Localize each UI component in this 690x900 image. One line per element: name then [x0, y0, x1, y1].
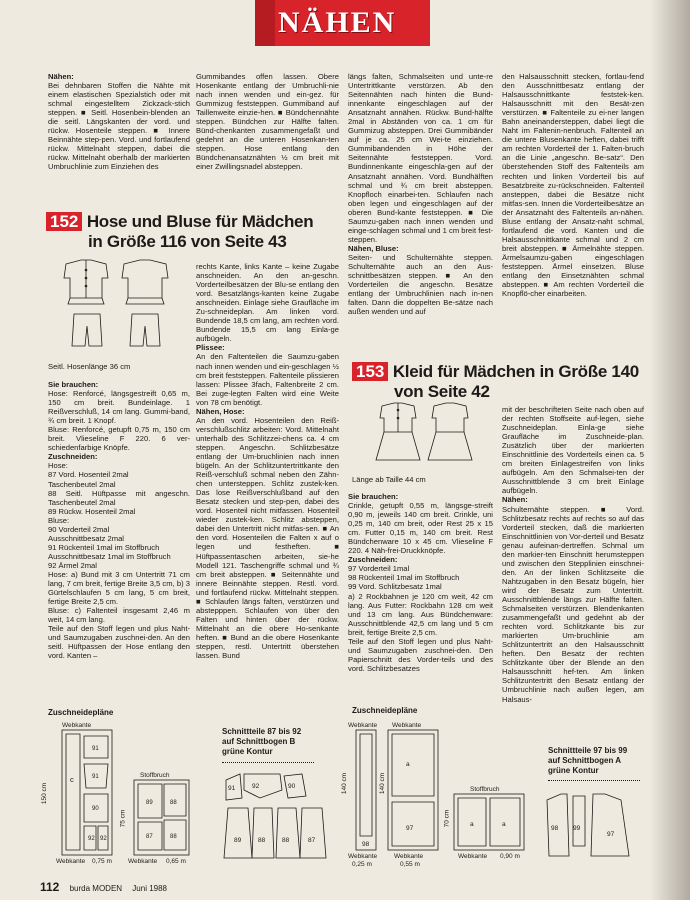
svg-text:a: a [502, 821, 506, 828]
paragraph: Bluse: [48, 515, 70, 525]
article-152-title [46, 212, 346, 252]
subheading: Plissee: [196, 343, 225, 353]
label-webkante-3: Webkante [128, 858, 158, 865]
paragraph: An den Faltenteilen die Saumzu-gaben nach innen wenden und ein-geschlagen ½ cm breit feststeppen. Faltenteile plissieren lassen: Plissee 3fach, Faltenbreite 2 cm. Bei zuge-legten Falten wird eine Weite von 78 cm benötigt. [196, 352, 339, 407]
article-number-badge: 153 [352, 362, 388, 381]
svg-text:97: 97 [607, 831, 615, 838]
article-153-caption: Länge ab Taille 44 cm [352, 475, 426, 484]
paragraph: Hose: a) Bund mit 3 cm Untertritt 71 cm lang, 7 cm breit, fertige Breite 3,5 cm, b) 3 Gürtelschlaufen 5 cm lang, 5 cm breit, fertige Breite 2,5 cm. [48, 569, 190, 607]
dotted-rule [222, 762, 314, 763]
paragraph: mit der beschrifteten Seite nach oben auf der rechten Stoffseite auf-legen, siehe Zuschneideplan. Einla-ge siehe Graufläche im Zuschneide-plan. Zusätzlich über der markierten Einschnittlinie des Vorderteils einen ca. 5 cm breiten Einlagestreifen von links aufbügeln. Am den Schmalsei-ten der Ausschnittblende 3 cm breit Einlage aufbügeln. [502, 405, 644, 496]
label-stoffbruch-153: Stoffbruch [470, 786, 500, 793]
label-width-153b: 0,55 m [400, 861, 420, 868]
text-column-3-top [348, 72, 493, 316]
paragraph: längs falten, Schmalseiten und unte-re Untertrittkante verstürzen. Ab den Seitennähten nach hinten die Bund-innenkante eingeschlagen auf der Ansatznaht annähen. Rückw. Bund-hälfte 2mal in Abständen von ca. 1 cm für Gummizug absteppen. Drei Gummibänder auf je ca. 25 cm Wei-te einziehen. Gummibandenden in Höhe der Seitennähte feststeppen. Vord. Bundinnenkante eingeschla-gen auf der Ansatznaht annähen. Vord. Bundhälften schmal und ¾ cm breit absteppen. Knopfloch einarbei-ten. Schlaufen nach oben legen und eingeschlagen auf der oberen Bund-kante feststeppen. ■ Die Saumzu-gaben nach innen wenden und einge-schlagen schmal und 1 cm breit fest-steppen. [348, 72, 493, 244]
pattern-note-152 [222, 727, 301, 757]
svg-text:88: 88 [170, 800, 177, 806]
subheading: Zuschneiden: [348, 555, 398, 565]
svg-text:98: 98 [362, 841, 370, 848]
label-150cm: 150 cm [41, 782, 49, 805]
text-column-1-mid [48, 380, 190, 660]
paragraph: rechts Kante, links Kante – keine Zugabe anschneiden. An den an-geschn. Vorderteilbesätzen der Blu-se entlang den vord. Besatzlängs-kanten keine Zugabe anschneiden. Einlage siehe Graufläche im Zu-schneideplan. Am linken vord. Bundende 18,5 cm lang, am rechten vord. Bundende 15,5 cm lang Einla-ge aufbügeln. [196, 262, 339, 344]
pattern-note-line1: Schnittteile 97 bis 99 [548, 746, 628, 755]
article-title-line2: von Seite 42 [394, 382, 490, 401]
svg-text:a: a [406, 761, 410, 768]
label-webkante-153e: Webkante [458, 853, 488, 860]
paragraph: Schulternähte steppen. ■ Vord. Schlitzbesatz rechts auf rechts so auf das Vorderteil stecken, daß die markierten Einschnittlinien von Vor-derteil und Besatz genau aufeinan-dertreffen. Schmal um den markier-ten Einschnitt herumsteppen und zwischen den Stepplinien einschnei-den. An der linken Schlitzseite die Nahtzugaben in den Besatz bügeln, hier wird der Besatz zum Untertritt. Ausschnittblende längs zur Hälfte falten. Schmalseiten verstürzen. Blendenkanten zusammengefaßt und gedehnt ab der rechten vord. Schlitzkante bis zur markierten Um-bruchlinie am Schlitzuntertritt an den Halsausschnitt heften. Den Besatz der rechten Schlitzkante über der Blende an den Halsausschnitt hef-ten. Am linken Schlitzuntertritt den Besatz entlang der Umbruchlinie nach außen legen, am Halsaus- [502, 504, 644, 704]
pattern-note-line1: Schnittteile 87 bis 92 [222, 727, 302, 736]
svg-text:87: 87 [308, 837, 316, 844]
svg-text:87: 87 [146, 834, 153, 840]
label-webkante-153c: Webkante [348, 853, 378, 860]
paragraph: An den vord. Hosenteilen den Reiß-verschlußschlitz arbeiten: Vord. Mittelnaht unterhalb des Schlitzzei-chens ca. 4 cm steppen. Angeschn. Schlitzbesätze entlang der Um-bruchlinien nach innen bügeln. An der Schlitzuntertrittkante den Reiß-verschluß schmal neben den Zähn-chen untersteppen. Schlitz zustek-ken. Das lose Reißverschlußband auf den Besatz stecken und step-pen, dabei des vord. Hosenteil nicht mitfassen. Hosenteil wieder zustek-ken. Schlitz absteppen, dabei den Untertritt nicht mitfas-sen. ■ An den vord. Hosenteilen die Falten x auf o legen und festheften. ■ Hüftpassentaschen arbeiten, sie-he Modell 121. Taschengriffe schmal und ¾ cm breit absteppen. ■ Seitennähte und innere Beinnähte steppen. Restl. vord. und fortlaufend rückw. Mittelnaht steppen. ■ Schlaufen längs falten, verstürzen und abstepppen. Schlaufen von über den Falten und hinten über der rückw. Mittelnaht an die obere Ho-senkante heften. ■ Bund an die obere Hosenkante steppen, restl. Untertritt überstehen lassen. Bund [196, 415, 339, 661]
text-column-4-top [502, 72, 644, 298]
pattern-note-line2: auf Schnittbogen B [222, 737, 296, 746]
svg-text:92: 92 [88, 836, 95, 842]
label-c: c [70, 775, 74, 784]
label-webkante-153d: Webkante [394, 853, 424, 860]
paragraph: 91 Rückenteil 1mal im Stoffbruch [48, 542, 160, 552]
label-140cm-b: 140 cm [379, 772, 387, 795]
svg-text:91: 91 [92, 746, 99, 752]
text-column-1-top [48, 72, 190, 172]
subheading: Sie brauchen: [48, 380, 99, 389]
paragraph: Seiten- und Schulternähte steppen. Schulternähte auch an den Aus-schnittbesätzen steppen. ■ An den Vorderteilen die angeschn. Besätze entlang der Umbruchlinien nach in-nen falten. Dann die doppelten Be-sätze nach außen wenden und auf [348, 252, 493, 317]
paragraph: Bluse: Renforcé, getupft 0,75 m, 150 cm breit. Vlieseline F 220. 6 ver-schiedenfarbige Knöpfe. [48, 425, 190, 453]
paragraph: Bluse: c) Faltenteil insgesamt 2,46 m weit, 14 cm lang. [48, 606, 190, 625]
svg-text:99: 99 [573, 825, 581, 832]
label-webkante-2: Webkante [56, 858, 86, 865]
dotted-rule [548, 780, 640, 781]
cutting-plan-152 [44, 718, 204, 868]
article-number-badge: 152 [46, 212, 82, 231]
label-75cm: 75 cm [119, 809, 127, 828]
paragraph: 88 Seitl. Hüftpasse mit angeschn. Taschenbeutel 2mal [48, 488, 190, 507]
article-title-line1: Hose und Bluse für Mädchen [86, 212, 314, 231]
label-webkante-153b: Webkante [392, 722, 422, 729]
label-stoffbruch: Stoffbruch [140, 772, 170, 779]
paragraph: Ausschnittbesatz 2mal [48, 533, 124, 543]
svg-text:97: 97 [406, 825, 414, 832]
label-140cm-a: 140 cm [341, 772, 349, 795]
article-152-sketch [56, 256, 196, 356]
subheading: Nähen, Hose: [196, 406, 245, 416]
subheading: Zuschneiden: [48, 452, 98, 462]
subheading: Sie brauchen: [348, 492, 399, 501]
paragraph: Ausschnittbesatz 1mal im Stoffbruch [48, 551, 171, 561]
paragraph: 89 Rückw. Hosenteil 2mal [48, 506, 136, 516]
publication-date: Juni 1988 [132, 884, 167, 893]
svg-text:88: 88 [170, 834, 177, 840]
svg-text:92: 92 [252, 783, 260, 790]
paragraph: Teile auf den Stoff legen und plus Naht- und Saumzugaben zuschnei-den. Den Papierschnitt des Vorder-teils und des vord. Schlitzbesatzes [348, 636, 493, 673]
page-binding-shadow [650, 0, 690, 900]
pattern-pieces-153 [545, 786, 643, 866]
paragraph: Bei dehnbaren Stoffen die Nähte mit einem elastischen Spezialstich oder mit schmal eingestelltem Zickzack-stich steppen. ■ Seitl. Hosenbein-blenden an die seitl. Längskanten der vord. und rückw. Hosenteile steppen. ■ Innere Beinnähte step-pen. Vord. und fortlaufend rückw. Mittelnaht steppen, dabei die rückw. Mittelnaht oberhalb der markierten Umbruchlinie zum Einziehen des [48, 81, 190, 172]
label-width-153c: 0,90 m [500, 853, 520, 860]
svg-text:88: 88 [258, 837, 266, 844]
paragraph: 97 Vorderteil 1mal [348, 564, 410, 574]
text-column-2-top [196, 72, 339, 172]
page-footer [40, 880, 167, 894]
svg-text:92: 92 [100, 836, 107, 842]
paragraph: a) 2 Rockbahnen je 120 cm weit, 42 cm lang. Aus Futter: Rockbahn 128 cm weit und 13 cm lang. Aus Bündchenware: Ausschnittblende 42,5 cm lang und 5 cm breit, fertige Breite 2,5 cm. [348, 591, 493, 637]
article-title-line2: in Größe 116 von Seite 43 [88, 232, 287, 251]
svg-text:91: 91 [92, 774, 99, 780]
text-column-3-mid [348, 492, 493, 673]
pattern-note-line2: auf Schnittbogen A [548, 756, 622, 765]
text-column-2-mid [196, 262, 339, 660]
cutting-plans-heading-152: Zuschneidepläne [48, 708, 114, 717]
article-153-title [352, 362, 652, 402]
section-title: NÄHEN [278, 6, 397, 39]
text-column-4-mid [502, 405, 644, 704]
subheading: Nähen: [48, 72, 74, 81]
header-stripe [255, 0, 275, 46]
label-width-2: 0,65 m [166, 858, 186, 865]
svg-text:89: 89 [234, 837, 242, 844]
pattern-note-line3: grüne Kontur [222, 747, 273, 756]
svg-text:90: 90 [92, 806, 99, 812]
svg-text:a: a [470, 821, 474, 828]
pattern-note-line3: grüne Kontur [548, 766, 599, 775]
label-width-153a: 0,25 m [352, 861, 372, 868]
paragraph: 90 Vorderteil 2mal [48, 524, 110, 534]
label-70cm: 70 cm [443, 809, 451, 828]
paragraph: Hose: Renforcé, längsgestreift 0,65 m, 150 cm breit. Bundeinlage. 1 Reißverschluß, 14 cm lang. Gummi-band, ¾ cm breit. 1 Knopf. [48, 389, 190, 426]
paragraph: Hose: [48, 461, 68, 471]
svg-text:91: 91 [228, 785, 236, 792]
article-title-line1: Kleid für Mädchen in Größe 140 [392, 362, 639, 381]
label-width-1: 0,75 m [92, 858, 112, 865]
article-153-sketch [372, 400, 482, 470]
cutting-plan-153 [346, 726, 536, 856]
pattern-pieces-152 [222, 768, 340, 864]
pattern-note-153 [548, 746, 627, 776]
paragraph: 99 Vord. Schlitzbesatz 1mal [348, 582, 442, 592]
svg-text:98: 98 [551, 825, 559, 832]
paragraph: 92 Ärmel 2mal [48, 560, 97, 570]
paragraph: 87 Vord. Hosenteil 2mal [48, 470, 129, 480]
label-webkante-153: Webkante [348, 722, 378, 729]
publication-name: burda MODEN [69, 884, 123, 893]
paragraph: Taschenbeutel 2mal [48, 479, 116, 489]
svg-text:90: 90 [288, 783, 296, 790]
cutting-plans-heading-153: Zuschneidepläne [352, 706, 418, 715]
svg-text:89: 89 [146, 800, 153, 806]
page-number: 112 [40, 880, 60, 894]
paragraph: Teile auf den Stoff legen und plus Naht- und Saumzugaben zuschnei-den. An den seitl. Hüftpassen der Hose entlang den vord. Kanten – [48, 624, 190, 661]
paragraph: den Halsausschnitt stecken, fortlau-fend den Ausschnittbesatz entlang der Halsausschnittkante feststek-ken. Halsausschnitt mit den Besät-zen verstürzen. ■ Faltenteile zu ei-ner langen Bahn aneinandersteppen, dabei liegt die Naht im Faltenin-nenbruch. Faltenteil an die untere Blusenkante heften, dabei trifft am rechten Vorderteil der 1. Falten-bruch an die Linie „angeschn. Be-satz“. Den überstehenden Stoff des Faltenteils am rechten und linken Vorderteil bis auf Besatzbreite zu-rückschneiden. Faltenteil ansteppen, dabei die Besätze nicht mitfas-sen. Innen die Vorderteilbesätze an der Ansatznaht des Faltenteils an-nähen. Bluse entlang der Ansatz-naht schmal, fortlaufend die vord. Kanten und die Halsausschnittkante schmal und 2 cm breit absteppen. ■ Ärmelnähte steppen. Ärmelsaumzu-gaben eingeschlagen feststeppen. Ärmel einsetzen. Bluse entlang den Einsetznähten schmal absteppen. ■ Am rechten Vorderteil die Knopflö-cher einarbeiten. [502, 72, 644, 299]
label-webkante: Webkante [62, 722, 92, 729]
subheading: Nähen, Bluse: [348, 243, 399, 253]
paragraph: 98 Rückenteil 1mal im Stoffbruch [348, 573, 460, 583]
subheading: Nähen: [502, 495, 528, 505]
paragraph: Gummibandes offen lassen. Obere Hosenkante entlang der Umbruchli-nie nach innen wenden und ein-gez. für Gummizug feststeppen. Gummiband auf Taillenweite einzie-hen. ■ Bündchennähte steppen. Bündchen zur Hälfte falten. Bünd-chenkanten zusammengefaßt und gedehnt an die unteren Hosenkan-ten steppen. Hose entlang den Bündchenansatznähten ½ cm breit mit einer Zwillingsnadel absteppen. [196, 72, 339, 172]
article-152-caption: Seitl. Hosenlänge 36 cm [48, 362, 131, 371]
svg-text:88: 88 [282, 837, 290, 844]
paragraph: Crinkle, getupft 0,55 m, längsge-streift 0,90 m, jeweils 140 cm breit. Crinkle, uni 0,25 m, 140 cm breit, oder Rest 25 x 15 cm. Futter 0,15 m, 140 cm breit. Rest Bündchenware 10 x 45 cm. Vlieseline F 220. 4 Näh-frei-Druckknöpfe. [348, 501, 493, 556]
